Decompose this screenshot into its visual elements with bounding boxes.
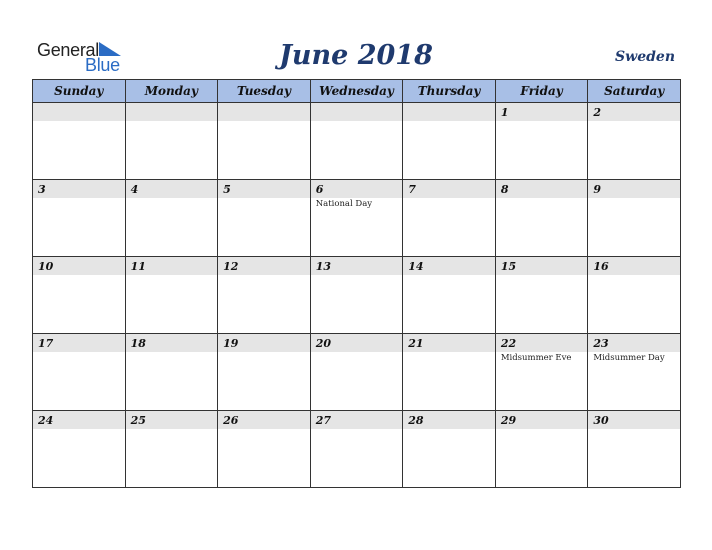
day-number — [311, 103, 403, 121]
holiday-label — [311, 275, 403, 276]
day-cell — [588, 411, 681, 488]
holiday-label: National Day — [315, 199, 373, 209]
day-cell — [125, 411, 218, 488]
calendar-title: June 2018 — [279, 40, 433, 71]
holiday-label — [126, 352, 218, 353]
day-number: 21 — [403, 334, 495, 352]
holiday-label — [311, 352, 403, 353]
country-name: Sweden — [615, 49, 675, 65]
weekday-header: Thursday — [403, 80, 496, 103]
day-cell — [588, 103, 681, 180]
day-cell — [403, 103, 496, 180]
day-cell — [310, 334, 403, 411]
day-cell — [218, 180, 311, 257]
day-cell — [33, 334, 126, 411]
day-cell — [33, 411, 126, 488]
day-number: 22 — [496, 334, 588, 352]
day-number: 27 — [311, 411, 403, 429]
day-cell — [403, 180, 496, 257]
logo-text-blue: Blue — [85, 55, 120, 75]
day-number: 12 — [218, 257, 310, 275]
day-number — [218, 103, 310, 121]
day-cell — [495, 180, 588, 257]
weekday-header: Saturday — [588, 80, 681, 103]
day-number: 14 — [403, 257, 495, 275]
holiday-label — [311, 121, 403, 122]
day-number: 9 — [588, 180, 680, 198]
holiday-label: Midsummer Eve — [500, 353, 572, 363]
day-cell — [218, 103, 311, 180]
holiday-label — [218, 429, 310, 430]
day-number: 29 — [496, 411, 588, 429]
weekday-header: Tuesday — [218, 80, 311, 103]
day-number: 20 — [311, 334, 403, 352]
day-number: 17 — [33, 334, 125, 352]
holiday-label — [218, 198, 310, 199]
day-number: 15 — [496, 257, 588, 275]
day-number: 10 — [33, 257, 125, 275]
day-cell — [495, 334, 588, 411]
holiday-label — [126, 429, 218, 430]
holiday-label — [33, 121, 125, 122]
holiday-label — [218, 121, 310, 122]
weekday-header: Wednesday — [310, 80, 403, 103]
day-number — [403, 103, 495, 121]
day-number — [33, 103, 125, 121]
weekday-header: Friday — [495, 80, 588, 103]
day-cell — [218, 334, 311, 411]
day-cell — [125, 180, 218, 257]
calendar-grid — [32, 79, 681, 488]
week-row — [33, 334, 681, 411]
day-cell — [403, 334, 496, 411]
week-row — [33, 103, 681, 180]
weekday-header: Sunday — [33, 80, 126, 103]
day-number: 3 — [33, 180, 125, 198]
holiday-label — [496, 121, 588, 122]
day-cell — [588, 257, 681, 334]
holiday-label — [496, 275, 588, 276]
day-cell — [310, 411, 403, 488]
day-cell — [310, 103, 403, 180]
holiday-label — [496, 429, 588, 430]
day-number: 11 — [126, 257, 218, 275]
weekday-header: Monday — [125, 80, 218, 103]
holiday-label — [403, 275, 495, 276]
day-cell — [310, 180, 403, 257]
day-cell — [403, 257, 496, 334]
holiday-label — [218, 352, 310, 353]
day-number: 8 — [496, 180, 588, 198]
day-cell — [33, 257, 126, 334]
holiday-label — [311, 429, 403, 430]
day-cell — [125, 257, 218, 334]
holiday-label — [126, 198, 218, 199]
logo-text-general: General — [37, 40, 99, 60]
holiday-label — [588, 275, 680, 276]
day-number: 25 — [126, 411, 218, 429]
holiday-label — [126, 121, 218, 122]
holiday-label — [588, 121, 680, 122]
day-cell — [33, 103, 126, 180]
holiday-label — [403, 352, 495, 353]
holiday-label — [218, 275, 310, 276]
day-cell — [403, 411, 496, 488]
holiday-label: Midsummer Day — [593, 353, 665, 363]
day-number: 5 — [218, 180, 310, 198]
holiday-label — [588, 198, 680, 199]
holiday-label — [403, 429, 495, 430]
day-number: 23 — [588, 334, 680, 352]
week-row — [33, 257, 681, 334]
day-number: 13 — [311, 257, 403, 275]
day-cell — [33, 180, 126, 257]
day-number — [126, 103, 218, 121]
day-number: 26 — [218, 411, 310, 429]
day-number: 7 — [403, 180, 495, 198]
day-cell — [218, 257, 311, 334]
day-cell — [495, 411, 588, 488]
day-cell — [495, 257, 588, 334]
day-number: 4 — [126, 180, 218, 198]
day-cell — [218, 411, 311, 488]
day-number: 24 — [33, 411, 125, 429]
day-cell — [125, 334, 218, 411]
holiday-label — [33, 275, 125, 276]
day-number: 16 — [588, 257, 680, 275]
holiday-label — [588, 429, 680, 430]
holiday-label — [403, 198, 495, 199]
day-number: 30 — [588, 411, 680, 429]
day-number: 6 — [311, 180, 403, 198]
day-number: 18 — [126, 334, 218, 352]
week-row — [33, 411, 681, 488]
week-row — [33, 180, 681, 257]
holiday-label — [33, 429, 125, 430]
day-cell — [588, 180, 681, 257]
day-number: 28 — [403, 411, 495, 429]
day-cell — [310, 257, 403, 334]
holiday-label — [126, 275, 218, 276]
day-cell — [495, 103, 588, 180]
day-number: 2 — [588, 103, 680, 121]
holiday-label — [33, 198, 125, 199]
day-number: 1 — [496, 103, 588, 121]
holiday-label — [403, 121, 495, 122]
day-number: 19 — [218, 334, 310, 352]
day-cell — [125, 103, 218, 180]
holiday-label — [496, 198, 588, 199]
weekday-header-row — [33, 80, 681, 103]
holiday-label — [33, 352, 125, 353]
day-cell — [588, 334, 681, 411]
